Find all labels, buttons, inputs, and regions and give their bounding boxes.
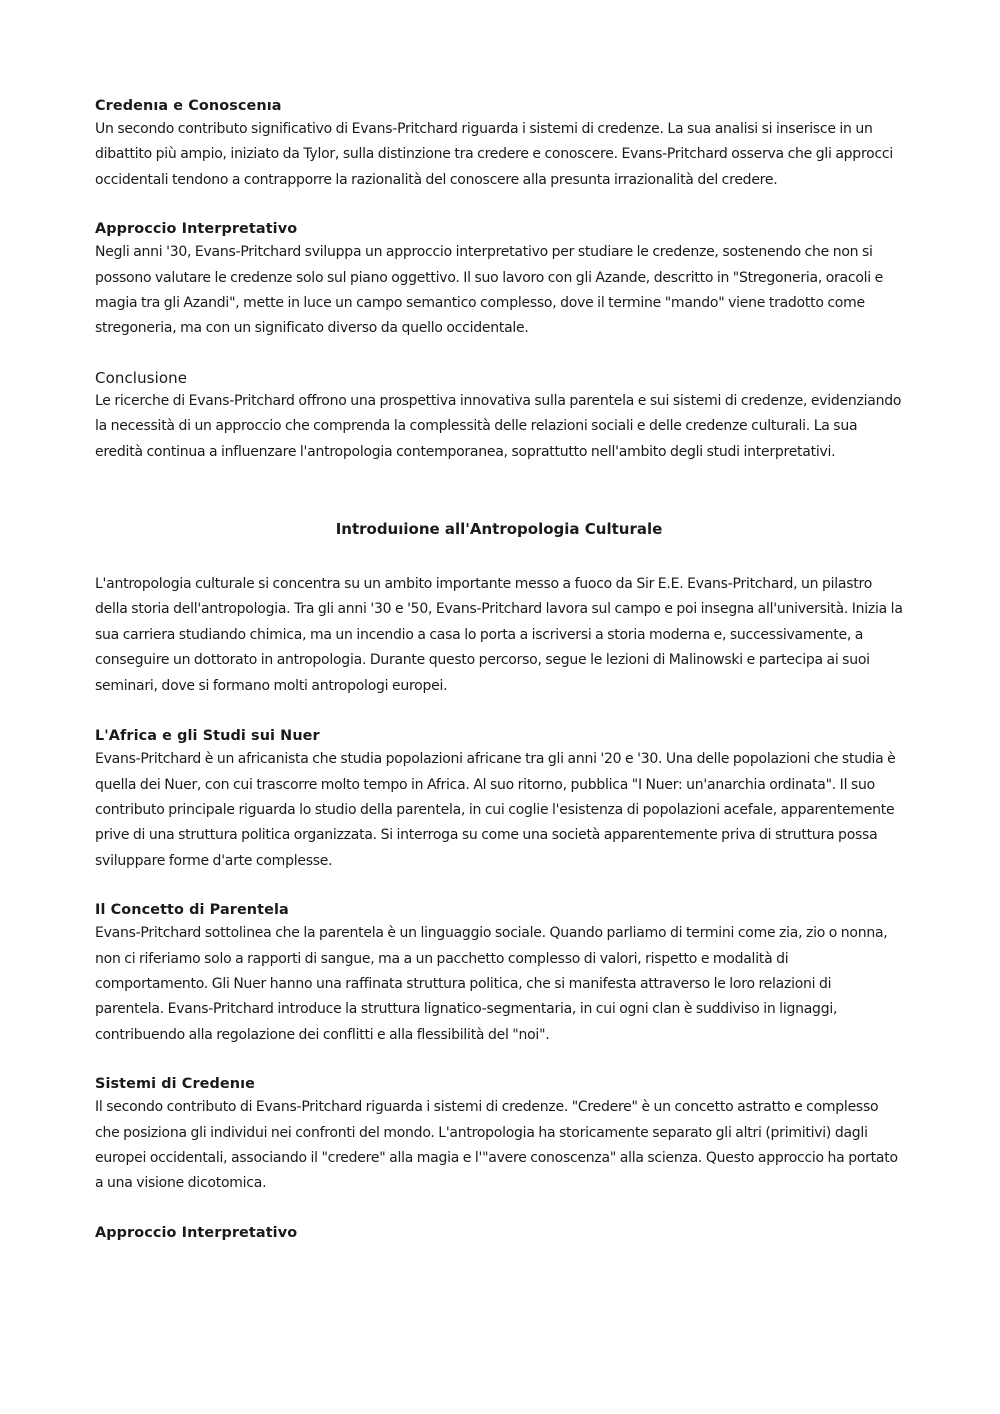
section-heading: Approccio Interpretativo [95, 221, 298, 238]
section-paragraph: Il secondo contributo di Evans-Pritchard riguarda i sistemi di credenze. "Credere" è un concetto astratto e complesso che posiziona gli individui nei confronti del mondo. L'antropologia ha storicamente separato gli altri (primitivi) dagli europei occidentali, associando il "credere" alla magia e l'"avere conoscenza" alla scienza. Questo approccio ha portato a una visione dicotomica. [95, 1099, 898, 1192]
section-heading: Sistemi di Credenıe [95, 1076, 256, 1093]
section-sistemi-credenze [95, 1073, 903, 1197]
section-heading: Approccio Interpretativo [95, 1224, 298, 1241]
section-paragraph: Le ricerche di Evans-Pritchard offrono una prospettiva innovativa sulla parentela e sui sistemi di credenze, evidenziando la necessità di un approccio che comprenda la complessità delle relazioni sociali e delle credenze culturali. La sua eredità continua a influenzare l'antropologia contemporanea, soprattutto nell'ambito degli studi interpretativi. [95, 392, 902, 460]
section-heading: Credenıa e Conoscenıa [95, 98, 282, 114]
section-heading: Conclusione [95, 368, 188, 387]
section-paragraph: Un secondo contributo significativo di Evans-Pritchard riguarda i sistemi di credenze. La sua analisi si inserisce in un dibattito più ampio, iniziato da Tylor, sulla distinzione tra credere e conoscere. Evans-Pritchard osserva che gli approcci occidentali tendono a contrapporre la razionalità del conoscere alla presunta irrazionalità del credere. [95, 121, 893, 188]
section-approccio-interpretativo-2 [95, 1222, 903, 1244]
section-paragraph: Negli anni '30, Evans-Pritchard sviluppa un approccio interpretativo per studiare le credenze, sostenendo che non si possono valutare le credenze solo sul piano oggettivo. Il suo lavoro con gli Azande, descritto in "Stregoneria, oracoli e magia tra gli Azandi", mette in luce un campo semantico complesso, dove il termine "mando" viene tradotto come stregoneria, ma con un significato diverso da quello occidentale. [95, 244, 883, 337]
section-paragraph: Evans-Pritchard è un africanista che studia popolazioni africane tra gli anni '20 e '30. Una delle popolazioni che studia è quella dei Nuer, con cui trascorre molto tempo in Africa. Al suo ritorno, pubblica "I Nuer: un'anarchia ordinata". Il suo contributo principale riguarda lo studio della parentela, in cui coglie l'esistenza di popolazioni acefale, apparentemente prive di una struttura politica organizzata. Si interroga su come una società apparentemente priva di struttura possa sviluppare forme d'arte complesse. [95, 751, 896, 869]
section-heading: Il Concetto di Parentela [95, 902, 289, 919]
section-concetto-parentela [95, 899, 903, 1048]
document-page [95, 95, 903, 1269]
section-heading: L'Africa e gli Studi sui Nuer [95, 728, 320, 745]
section-conclusione [95, 367, 903, 465]
intro-paragraph: L'antropologia culturale si concentra su un ambito importante messo a fuoco da Sir E.E. Evans-Pritchard, un pilastro della storia dell'antropologia. Tra gli anni '30 e '50, Evans-Pritchard lavora sul campo e poi insegna all'università. Inizia la sua carriera studiando chimica, ma un incendio a casa lo porta a iscriversi a storia moderna e, successivamente, a conseguire un dottorato in antropologia. Durante questo percorso, segue le lezioni di Malinowski e partecipa ai suoi seminari, dove si formano molti antropologi europei. [95, 576, 903, 694]
section-approccio-interpretativo [95, 218, 903, 342]
section-africa-nuer [95, 725, 903, 874]
section-credenza-conoscenza [95, 95, 903, 193]
section-paragraph: Evans-Pritchard sottolinea che la parentela è un linguaggio sociale. Quando parliamo di termini come zia, zio o nonna, non ci riferiamo solo a rapporti di sangue, ma a un pacchetto complesso di valori, rispetto e modalità di comportamento. Gli Nuer hanno una raffinata struttura politica, che si manifesta attraverso le loro relazioni di parentela. Evans-Pritchard introduce la struttura lignatico-segmentaria, in cui ogni clan è suddiviso in lignaggi, contribuendo alla regolazione dei conflitti e alla flessibilità del "noi". [95, 925, 888, 1043]
chapter-title: Introduıione all'Antropologia Culturale [335, 520, 663, 539]
